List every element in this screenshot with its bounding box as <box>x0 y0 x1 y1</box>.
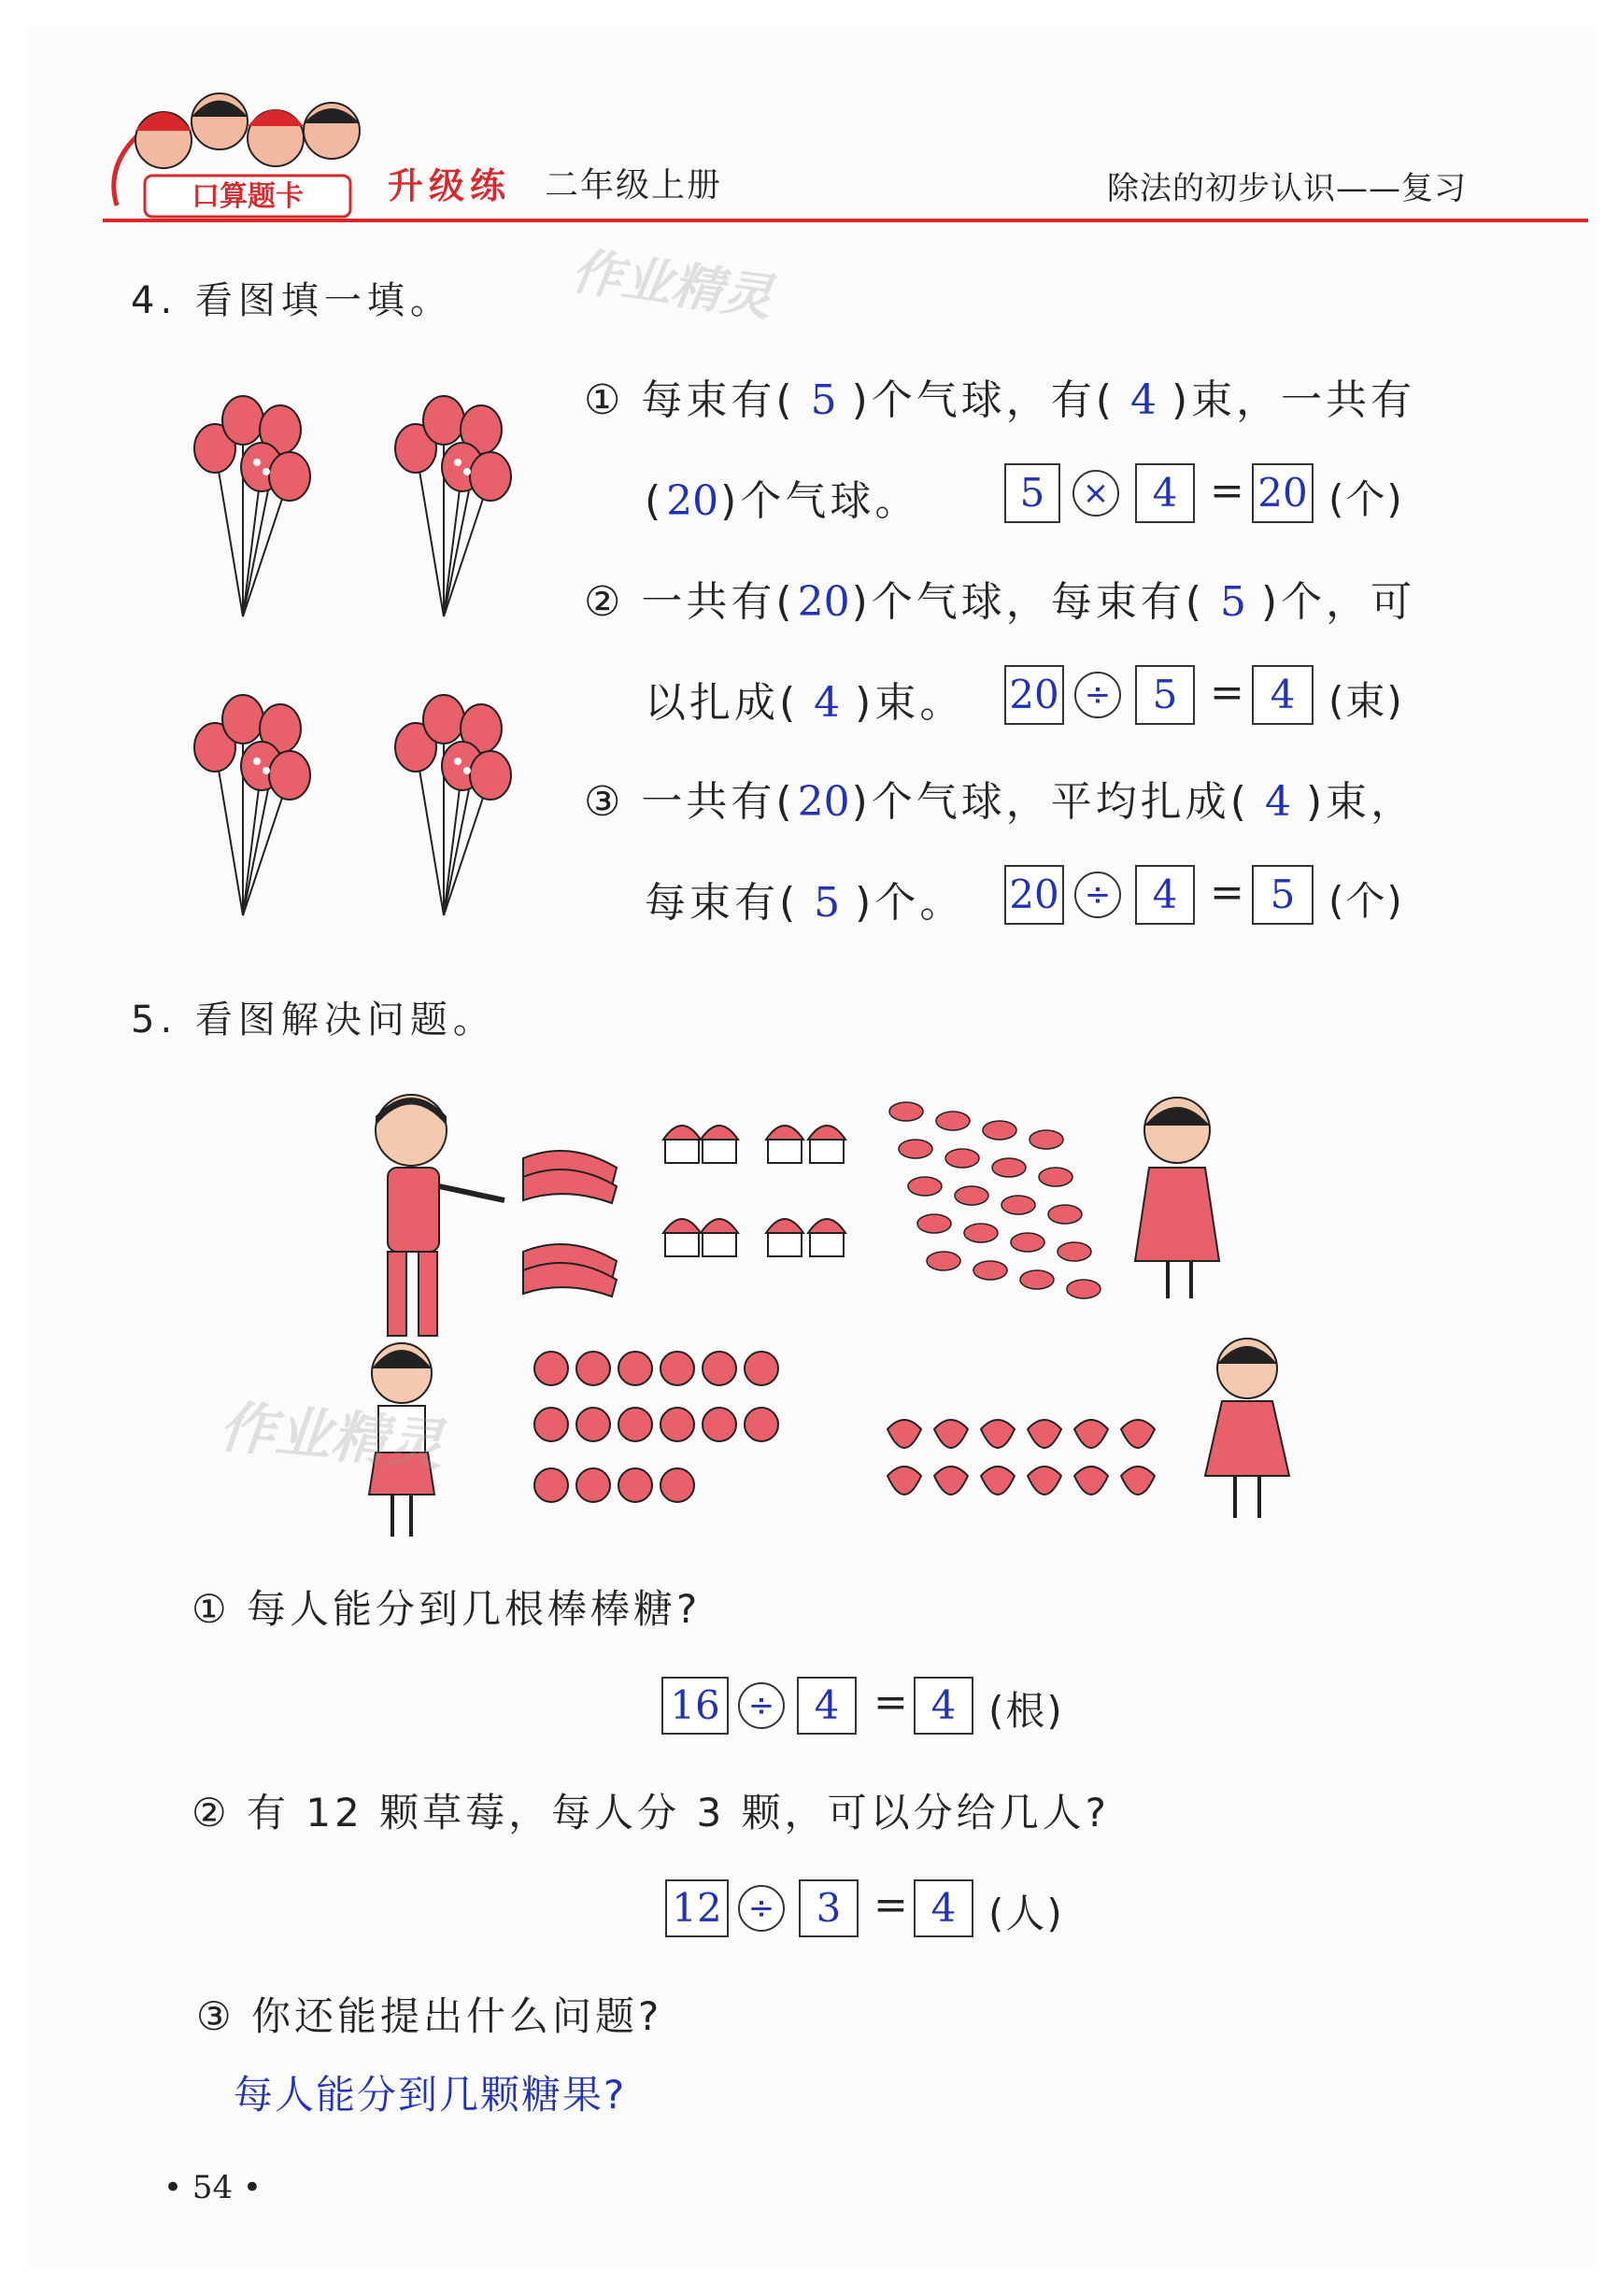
equals-sign: = <box>873 1679 908 1726</box>
eq-box: 4 <box>1135 463 1195 523</box>
operator-circle: × <box>1072 470 1119 517</box>
eq-box: 20 <box>1004 865 1064 925</box>
unit-label: (个) <box>1328 476 1404 522</box>
equals-sign: = <box>1210 467 1244 515</box>
eq-box: 12 <box>665 1879 729 1937</box>
q5-sub3-answer: 每人能分到几颗糖果? <box>234 2072 627 2118</box>
boy-figure <box>376 1095 504 1336</box>
answer: 5 <box>810 376 837 424</box>
eq-box: 20 <box>1004 665 1064 725</box>
eq-box: 4 <box>1135 865 1195 925</box>
q4-part3-line2: 每束有( 5 )个。 <box>645 879 965 927</box>
lollipops <box>534 1352 778 1502</box>
girl-figure <box>1135 1098 1219 1298</box>
equals-sign: = <box>1210 869 1244 916</box>
grade-label: 二年级上册 <box>545 166 723 205</box>
q5-sub3: ③ 你还能提出什么问题? <box>196 1993 663 2039</box>
chapter-title: 除法的初步认识——复习 <box>1107 170 1467 207</box>
operator-circle: ÷ <box>738 1682 785 1729</box>
eq-box: 4 <box>1252 665 1314 725</box>
eq-box: 20 <box>1252 463 1314 523</box>
eq-box: 5 <box>1004 463 1060 523</box>
q5-sub1: ① 每人能分到几根棒棒糖? <box>192 1586 702 1632</box>
eq-box: 3 <box>799 1879 859 1937</box>
eq-box: 16 <box>661 1677 729 1735</box>
q4-title: 4. 看图填一填。 <box>131 279 453 322</box>
eq-box: 4 <box>797 1677 857 1735</box>
answer: 4 <box>1264 778 1291 826</box>
page-number: • 54 • <box>163 2169 262 2206</box>
answer: 20 <box>797 778 850 826</box>
eq-box: 5 <box>1252 865 1314 925</box>
answer: 20 <box>797 578 850 626</box>
strawberries <box>888 1420 1155 1495</box>
q4-part2-line1: ② 一共有(20)个气球，每束有( 5 )个，可 <box>584 578 1416 626</box>
operator-circle: ÷ <box>1074 672 1121 718</box>
watermark: 作业精灵 <box>568 241 776 328</box>
operator-circle: ÷ <box>738 1885 785 1932</box>
answer: 20 <box>666 477 719 525</box>
wrapped-candies <box>889 1102 1101 1298</box>
operator-circle: ÷ <box>1074 872 1121 918</box>
equals-sign: = <box>1210 669 1244 716</box>
eq-box: 4 <box>914 1677 973 1735</box>
girl-figure <box>1205 1339 1289 1518</box>
series-name: 升级练 <box>388 165 512 206</box>
cupcakes <box>663 1126 845 1256</box>
unit-label: (束) <box>1328 678 1404 724</box>
answer: 4 <box>814 679 841 727</box>
q5-sub2: ② 有 12 颗草莓，每人分 3 颗，可以分给几人? <box>192 1790 1110 1835</box>
eq-box: 5 <box>1135 665 1195 725</box>
header-rule <box>103 219 1588 222</box>
equals-sign: = <box>873 1881 908 1929</box>
q4-part3-line1: ③ 一共有(20)个气球，平均扎成( 4 )束， <box>584 778 1416 826</box>
watermark: 作业精灵 <box>216 1394 447 1480</box>
unit-label: (人) <box>988 1891 1064 1936</box>
unit-label: (根) <box>988 1688 1064 1734</box>
q5-title: 5. 看图解决问题。 <box>131 999 496 1042</box>
answer: 5 <box>814 879 841 927</box>
logo-text: 口算题卡 <box>192 180 304 213</box>
food-and-children-illustration <box>364 1084 1317 1551</box>
answer: 4 <box>1129 376 1157 424</box>
q4-part1-line1: ① 每束有( 5 )个气球，有( 4 )束，一共有 <box>584 376 1416 424</box>
q4-part2-line2: 以扎成( 4 )束。 <box>645 679 965 727</box>
bananas <box>523 1151 617 1297</box>
q4-part1-line2: (20)个气球。 <box>645 477 920 525</box>
balloons-illustration <box>187 374 551 934</box>
logo <box>98 65 397 224</box>
unit-label: (个) <box>1328 878 1404 924</box>
answer: 5 <box>1219 578 1246 626</box>
eq-box: 4 <box>914 1879 973 1937</box>
